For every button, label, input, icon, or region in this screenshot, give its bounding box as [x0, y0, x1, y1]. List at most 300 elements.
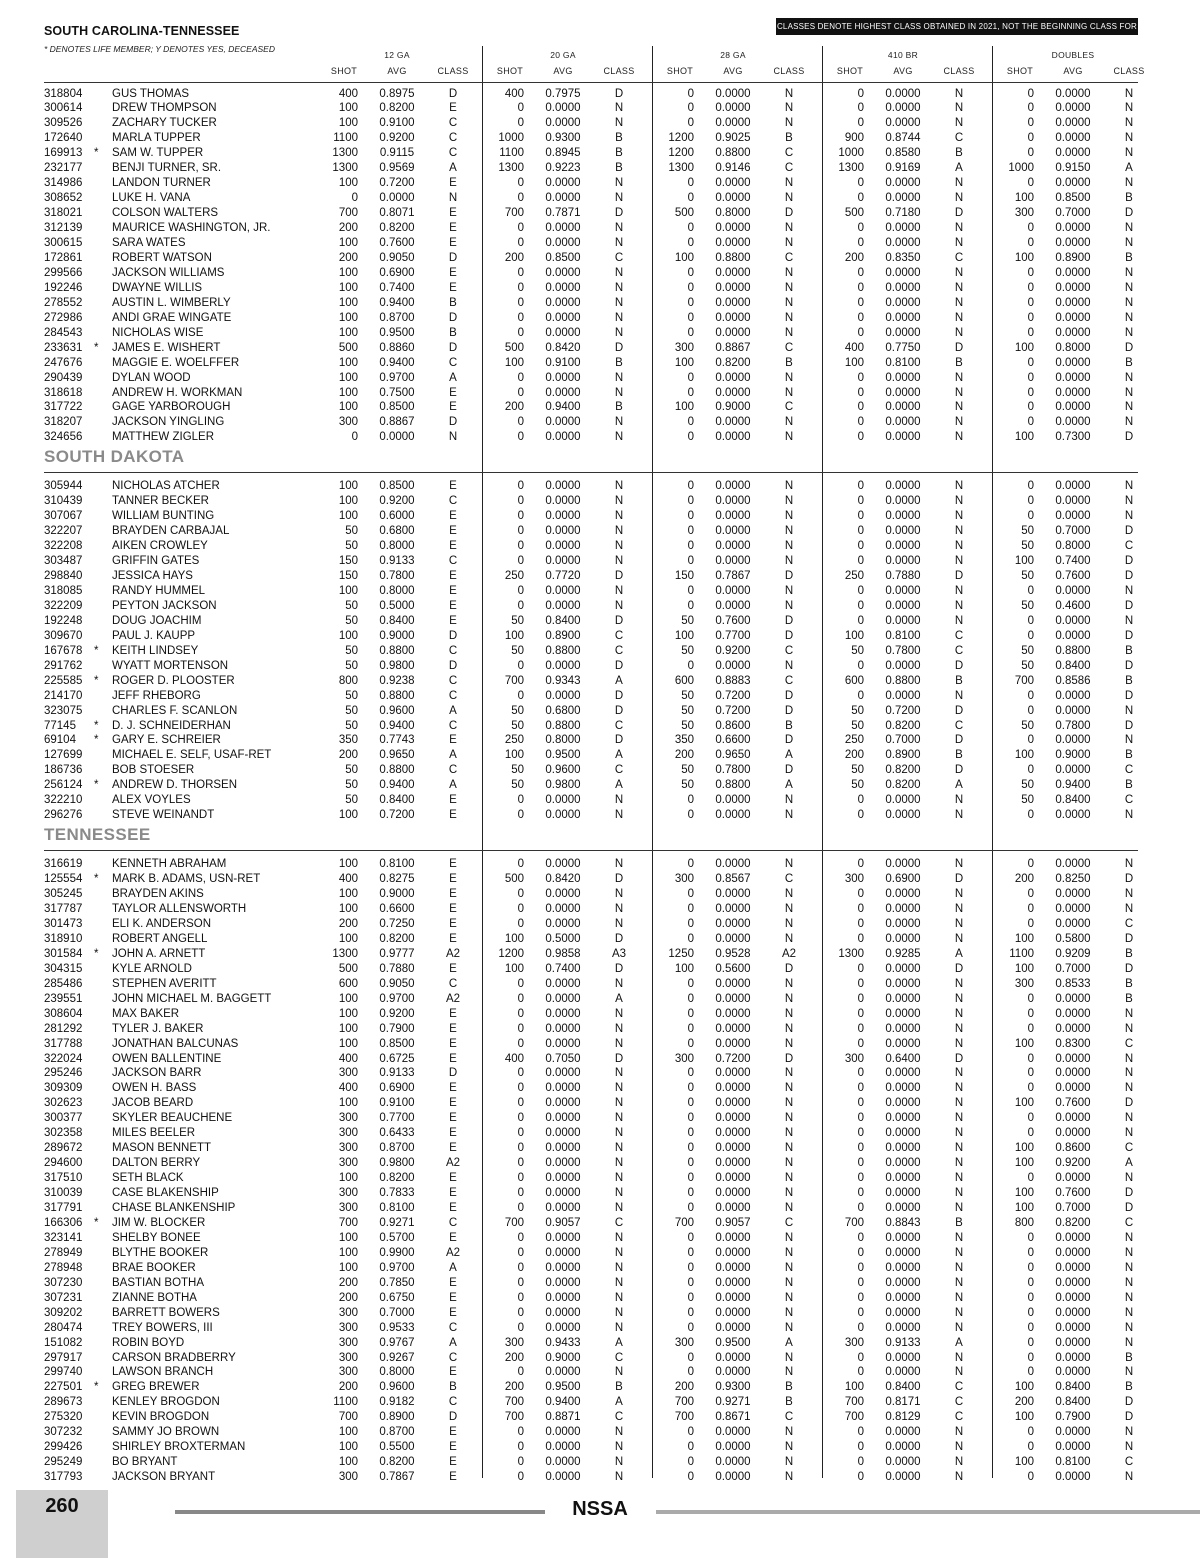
average: 0.0000	[715, 102, 751, 115]
class: C	[614, 1411, 624, 1424]
class: A	[449, 749, 457, 762]
shot-count: 700	[1014, 674, 1034, 687]
average: 0.8700	[379, 1142, 415, 1155]
shot-count: 0	[517, 977, 524, 990]
class: C	[614, 644, 624, 657]
shot-count: 0	[517, 1007, 524, 1020]
class: N	[614, 1426, 624, 1439]
average: 0.7180	[885, 207, 921, 220]
shot-count: 0	[517, 1037, 524, 1050]
shot-count: 0	[687, 311, 694, 324]
average: 0.0000	[1055, 1112, 1091, 1125]
class: N	[954, 1231, 964, 1244]
class: N	[954, 1456, 964, 1469]
member-id: 308604	[44, 1007, 83, 1020]
class: N	[614, 1366, 624, 1379]
shot-count: 0	[857, 1037, 864, 1050]
average: 0.9169	[885, 162, 921, 175]
shot-count: 0	[687, 1456, 694, 1469]
member-id: 172861	[44, 251, 83, 264]
class: N	[614, 1187, 624, 1200]
shot-count: 1200	[668, 132, 694, 145]
class: N	[614, 326, 624, 339]
shot-count: 50	[511, 644, 524, 657]
shot-count: 0	[857, 237, 864, 249]
class: N	[954, 480, 964, 493]
class: N	[784, 977, 794, 990]
average: 0.0000	[545, 903, 581, 915]
average: 0.8800	[885, 674, 921, 687]
shot-count: 0	[687, 1067, 694, 1080]
member-id: 302358	[44, 1127, 83, 1140]
class: N	[1124, 222, 1134, 235]
legend-note: * DENOTES LIFE MEMBER; Y DENOTES YES, DECEASED	[44, 44, 275, 54]
average: 0.6433	[379, 1127, 415, 1140]
member-name: BRAE BOOKER	[112, 1261, 196, 1274]
shot-count: 0	[1027, 1172, 1034, 1185]
class: N	[614, 809, 624, 822]
table-row	[0, 1276, 1200, 1291]
shot-count: 100	[338, 296, 358, 309]
member-id: 307067	[44, 510, 83, 523]
class: D	[954, 873, 964, 886]
class: C	[614, 719, 624, 732]
shot-count: 300	[338, 1127, 358, 1140]
shot-count: 0	[857, 1261, 864, 1274]
shot-count: 400	[504, 87, 524, 100]
shot-count: 50	[1021, 570, 1034, 582]
shot-count: 0	[857, 431, 864, 444]
average: 0.7833	[379, 1187, 415, 1200]
table-row	[0, 674, 1200, 689]
shot-count: 0	[1027, 386, 1034, 399]
shot-count: 300	[844, 1052, 864, 1065]
average: 0.0000	[885, 888, 921, 901]
average: 0.8800	[1055, 644, 1091, 657]
member-id: 317787	[44, 903, 83, 915]
shot-count: 1300	[668, 162, 694, 175]
shot-count: 100	[338, 1426, 358, 1439]
average: 0.8700	[379, 1426, 415, 1439]
member-id: 300614	[44, 102, 83, 115]
average: 0.0000	[885, 1067, 921, 1080]
class: B	[449, 296, 457, 309]
class: E	[449, 222, 457, 235]
class: N	[954, 540, 964, 553]
class: E	[449, 1187, 457, 1200]
class: N	[954, 1127, 964, 1140]
class: N	[1124, 903, 1134, 915]
class: E	[449, 1231, 457, 1244]
class: N	[784, 192, 794, 205]
class: N	[614, 1202, 624, 1214]
class: E	[449, 1007, 457, 1020]
average: 0.0000	[885, 858, 921, 871]
average: 0.0000	[545, 1291, 581, 1304]
member-id: 69104	[44, 734, 76, 747]
member-name: JACKSON WILLIAMS	[112, 266, 225, 279]
shot-count: 400	[338, 1082, 358, 1095]
shot-count: 0	[517, 1097, 524, 1110]
shot-count: 200	[844, 251, 864, 264]
average: 0.0000	[1055, 1007, 1091, 1020]
average: 0.8000	[545, 734, 581, 747]
average: 0.9025	[715, 132, 751, 145]
shot-count: 100	[674, 251, 694, 264]
class: N	[784, 1112, 794, 1125]
average: 0.0000	[1055, 704, 1091, 717]
member-id: 304315	[44, 962, 83, 975]
shot-count: 0	[687, 917, 694, 930]
class: N	[614, 903, 624, 915]
class: N	[784, 540, 794, 553]
shot-count: 0	[1027, 903, 1034, 915]
average: 0.0000	[885, 1202, 921, 1214]
shot-count: 500	[674, 207, 694, 220]
class: N	[954, 1321, 964, 1334]
shot-count: 0	[1027, 1366, 1034, 1379]
shot-count: 0	[1027, 510, 1034, 523]
table-row	[0, 1141, 1200, 1156]
member-id: 272986	[44, 311, 83, 324]
table-row	[0, 1380, 1200, 1395]
shot-count: 0	[687, 525, 694, 538]
member-name: WYATT MORTENSON	[112, 659, 229, 672]
average: 0.0000	[715, 1097, 751, 1110]
class: N	[1124, 1052, 1134, 1065]
shot-count: 700	[338, 1411, 358, 1424]
average: 0.0000	[545, 1097, 581, 1110]
average: 0.0000	[715, 903, 751, 915]
class: E	[449, 1172, 457, 1185]
shot-count: 0	[857, 117, 864, 130]
average: 0.8100	[885, 629, 921, 642]
average: 0.0000	[885, 1276, 921, 1289]
shot-count: 100	[338, 326, 358, 339]
member-id: 192248	[44, 614, 83, 627]
shot-count: 0	[857, 614, 864, 627]
shot-count: 100	[504, 962, 524, 975]
shot-count: 0	[857, 1112, 864, 1125]
shot-count: 0	[687, 386, 694, 399]
member-name: MAGGIE E. WOELFFER	[112, 356, 240, 369]
class: C	[954, 719, 964, 732]
average: 0.9600	[379, 704, 415, 717]
average: 0.9400	[545, 401, 581, 414]
shot-count: 0	[1027, 1261, 1034, 1274]
class: N	[784, 1471, 794, 1484]
shot-count: 0	[1027, 356, 1034, 369]
average: 0.0000	[545, 1202, 581, 1214]
shot-count: 0	[687, 1007, 694, 1020]
average: 0.0000	[1055, 386, 1091, 399]
shot-count: 0	[517, 237, 524, 249]
average: 0.0000	[715, 87, 751, 100]
class: N	[954, 102, 964, 115]
class: N	[1124, 858, 1134, 871]
class: N	[784, 480, 794, 493]
class: N	[784, 416, 794, 429]
shot-count: 0	[1027, 1291, 1034, 1304]
shot-count: 0	[857, 1351, 864, 1364]
class: A	[1125, 162, 1133, 175]
average: 0.0000	[885, 1471, 921, 1484]
average: 0.0000	[715, 311, 751, 324]
member-id: 316619	[44, 858, 83, 871]
class: C	[448, 555, 458, 568]
average: 0.0000	[885, 177, 921, 190]
average: 0.8000	[1055, 540, 1091, 553]
member-name: CHASE BLANKENSHIP	[112, 1202, 236, 1214]
shot-count: 100	[1014, 192, 1034, 205]
shot-count: 200	[338, 917, 358, 930]
average: 0.9569	[379, 162, 415, 175]
shot-count: 0	[517, 371, 524, 384]
table-row	[0, 479, 1200, 494]
class: D	[954, 764, 964, 777]
class: E	[449, 1127, 457, 1140]
shot-count: 300	[844, 873, 864, 886]
shot-count: 0	[1027, 888, 1034, 901]
shot-count: 500	[504, 873, 524, 886]
class: B	[449, 326, 457, 339]
class: B	[785, 1381, 793, 1394]
shot-count: 500	[338, 962, 358, 975]
shot-count: 0	[517, 917, 524, 930]
average: 0.0000	[545, 1321, 581, 1334]
class: A	[449, 162, 457, 175]
shot-count: 0	[1027, 689, 1034, 702]
shot-count: 250	[844, 734, 864, 747]
class: N	[614, 1276, 624, 1289]
member-id: 300377	[44, 1112, 83, 1125]
shot-count: 100	[338, 495, 358, 508]
class: B	[1125, 992, 1133, 1005]
class: N	[614, 1127, 624, 1140]
class: D	[1124, 1202, 1134, 1214]
average: 0.0000	[545, 311, 581, 324]
shot-count: 0	[857, 903, 864, 915]
table-row	[0, 962, 1200, 977]
class: D	[614, 1052, 624, 1065]
average: 0.0000	[715, 809, 751, 822]
shot-count: 50	[345, 719, 358, 732]
class: E	[449, 1052, 457, 1065]
class: N	[954, 237, 964, 249]
class: N	[784, 1082, 794, 1095]
shot-count: 0	[857, 1157, 864, 1170]
average: 0.0000	[545, 1261, 581, 1274]
member-name: GUS THOMAS	[112, 87, 190, 100]
shot-count: 700	[674, 1396, 694, 1409]
class: D	[614, 962, 624, 975]
member-id: 278948	[44, 1261, 83, 1274]
shot-count: 300	[338, 1471, 358, 1484]
class: N	[1124, 1172, 1134, 1185]
shot-count: 0	[1027, 311, 1034, 324]
shot-count: 0	[1027, 87, 1034, 100]
class: N	[1124, 1441, 1134, 1454]
shot-count: 0	[1027, 102, 1034, 115]
average: 0.0000	[715, 992, 751, 1005]
shot-count: 300	[338, 1351, 358, 1364]
shot-count: 700	[844, 1411, 864, 1424]
class: N	[614, 599, 624, 612]
shot-count: 100	[338, 903, 358, 915]
member-id: 310039	[44, 1187, 83, 1200]
shot-count: 0	[1027, 1306, 1034, 1319]
average: 0.0000	[1055, 401, 1091, 414]
average: 0.8200	[379, 222, 415, 235]
table-row	[0, 599, 1200, 614]
shot-count: 0	[687, 371, 694, 384]
class: E	[449, 570, 457, 582]
average: 0.6800	[379, 525, 415, 538]
table-row	[0, 629, 1200, 644]
class: N	[784, 1321, 794, 1334]
class: A	[785, 749, 793, 762]
class: D	[954, 659, 964, 672]
member-id: 280474	[44, 1321, 83, 1334]
shot-count: 0	[517, 480, 524, 493]
class: B	[615, 1381, 623, 1394]
class: N	[954, 1441, 964, 1454]
shot-count: 0	[517, 1261, 524, 1274]
class: N	[1124, 237, 1134, 249]
shot-count: 100	[338, 1007, 358, 1020]
shot-count: 0	[857, 1306, 864, 1319]
class: A	[955, 779, 963, 792]
member-name: BO BRYANT	[112, 1456, 178, 1469]
average: 0.0000	[1055, 1022, 1091, 1035]
average: 0.8871	[545, 1411, 581, 1424]
class: C	[448, 147, 458, 160]
class: B	[615, 147, 623, 160]
average: 0.0000	[545, 1022, 581, 1035]
average: 0.0000	[1055, 809, 1091, 822]
class: N	[784, 932, 794, 945]
shot-count: 300	[338, 1321, 358, 1334]
member-id: 318618	[44, 386, 83, 399]
average: 0.0000	[885, 386, 921, 399]
shot-count: 0	[517, 102, 524, 115]
shot-count: 100	[338, 266, 358, 279]
shot-count: 100	[338, 858, 358, 871]
shot-count: 100	[338, 1456, 358, 1469]
class: D	[1124, 1097, 1134, 1110]
average: 0.0000	[715, 1366, 751, 1379]
table-row	[0, 1171, 1200, 1186]
class: B	[449, 1381, 457, 1394]
class: N	[614, 1157, 624, 1170]
shot-count: 0	[351, 192, 358, 205]
member-name: ROBIN BOYD	[112, 1336, 185, 1349]
average: 0.9300	[715, 1381, 751, 1394]
class: D	[1124, 431, 1134, 444]
class: N	[784, 102, 794, 115]
member-id: 324656	[44, 431, 83, 444]
average: 0.0000	[545, 386, 581, 399]
shot-count: 200	[1014, 873, 1034, 886]
shot-count: 0	[1027, 132, 1034, 145]
shot-count: 0	[517, 1067, 524, 1080]
life-member-marker: *	[94, 779, 99, 792]
average: 0.0000	[715, 431, 751, 444]
shot-count: 200	[674, 749, 694, 762]
member-id: 301584	[44, 947, 83, 960]
shot-count: 100	[504, 356, 524, 369]
member-name: LAWSON BRANCH	[112, 1366, 214, 1379]
shot-count: 300	[674, 341, 694, 354]
class: N	[614, 1097, 624, 1110]
shot-count: 700	[844, 1216, 864, 1229]
class: N	[954, 371, 964, 384]
shot-count: 700	[674, 1411, 694, 1424]
average: 0.0000	[1055, 888, 1091, 901]
shot-count: 0	[517, 326, 524, 339]
class: N	[448, 431, 458, 444]
class: N	[614, 1231, 624, 1244]
class: A	[955, 162, 963, 175]
average: 0.0000	[715, 932, 751, 945]
table-row	[0, 1231, 1200, 1246]
shot-count: 0	[517, 1276, 524, 1289]
average: 0.0000	[715, 1127, 751, 1140]
average: 0.0000	[1055, 1426, 1091, 1439]
class: N	[784, 222, 794, 235]
average: 0.0000	[1055, 1351, 1091, 1364]
average: 0.7600	[1055, 1097, 1091, 1110]
class: N	[954, 416, 964, 429]
class: N	[1124, 1366, 1134, 1379]
class: N	[954, 1351, 964, 1364]
class: E	[449, 584, 457, 597]
shot-count: 200	[338, 749, 358, 762]
class: A	[785, 1336, 793, 1349]
average: 0.7400	[379, 281, 415, 294]
member-id: 317722	[44, 401, 83, 414]
shot-count: 0	[687, 510, 694, 523]
shot-count: 50	[681, 704, 694, 717]
average: 0.9267	[379, 1351, 415, 1364]
average: 0.0000	[1055, 1067, 1091, 1080]
average: 0.8700	[379, 311, 415, 324]
class: N	[954, 584, 964, 597]
member-name: MAX BAKER	[112, 1007, 180, 1020]
class: A	[955, 1336, 963, 1349]
shot-count: 0	[1027, 764, 1034, 777]
shot-count: 0	[1027, 1426, 1034, 1439]
shot-count: 0	[857, 555, 864, 568]
shot-count: 100	[1014, 1142, 1034, 1155]
class: N	[614, 192, 624, 205]
table-row	[0, 206, 1200, 221]
shot-count: 50	[1021, 659, 1034, 672]
average: 0.8200	[1055, 1216, 1091, 1229]
shot-count: 0	[517, 1202, 524, 1214]
shot-count: 0	[1027, 237, 1034, 249]
shot-count: 0	[857, 977, 864, 990]
average: 0.6000	[379, 510, 415, 523]
shot-count: 200	[504, 1351, 524, 1364]
shot-count: 0	[687, 584, 694, 597]
shot-count: 50	[511, 719, 524, 732]
member-id: 256124	[44, 779, 83, 792]
average: 0.8200	[379, 932, 415, 945]
column-header-class: CLASS	[603, 66, 635, 76]
member-id: 302623	[44, 1097, 83, 1110]
class: N	[784, 1157, 794, 1170]
